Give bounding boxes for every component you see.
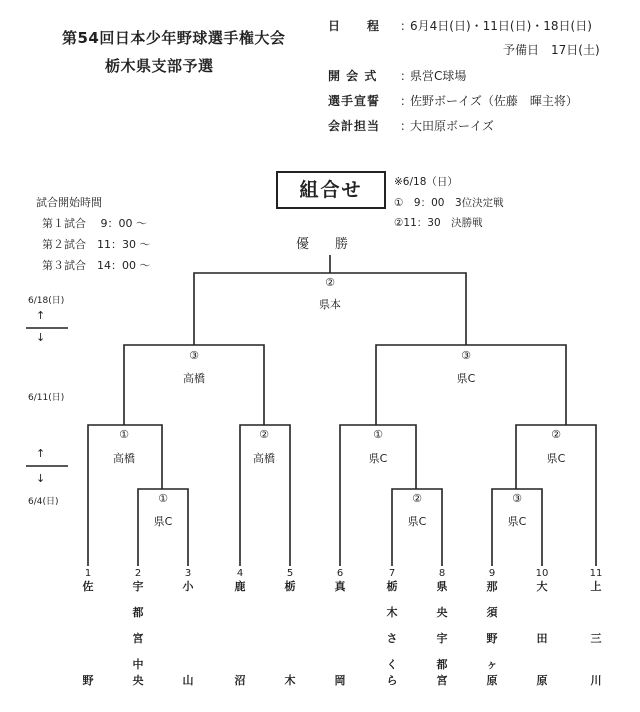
team-name-char: 大 (536, 580, 548, 593)
team-name-char: 原 (536, 674, 548, 687)
title-line-1: 第54回日本少年野球選手権大会 (62, 29, 286, 47)
r1c-venue: 県C (507, 515, 527, 528)
final-venue: 県本 (319, 298, 341, 311)
start-time-1: 第１試合 9：00 〜 (42, 217, 147, 230)
qf4-venue: 県C (546, 452, 566, 465)
info-colon: ： (400, 119, 413, 133)
team-name-char: 宇 (132, 580, 144, 593)
team-name-char: 栃 (386, 580, 398, 593)
qf1-number: ① (119, 428, 129, 441)
team-name-char: 鹿 (234, 580, 246, 593)
qf2-number: ② (259, 428, 269, 441)
qf4-number: ② (551, 428, 561, 441)
qf3-venue: 県C (368, 452, 388, 465)
start-time-3: 第３試合 14：00 〜 (42, 259, 151, 272)
team-name-char: 川 (590, 674, 602, 687)
info-value: 佐野ボーイズ（佐藤 暉主将） (410, 94, 578, 108)
team-name-char: 央 (436, 606, 448, 619)
final-note-third-place: ① 9：00 3位決定戦 (394, 197, 504, 209)
team-name-char: 佐 (82, 580, 94, 593)
info-colon: ： (400, 19, 413, 33)
team-name-char: 真 (334, 580, 346, 593)
team-number: 10 (535, 568, 549, 579)
team-name-char: 野 (486, 632, 498, 645)
date-first-round: 6/4(日) (28, 497, 59, 507)
r1b-venue: 県C (407, 515, 427, 528)
team-name-char: 那 (486, 580, 498, 593)
team-number: 5 (286, 568, 294, 579)
team-name-char: 田 (536, 632, 548, 645)
team-name-char: 県 (436, 580, 448, 593)
team-name-char: さ (386, 632, 398, 645)
date-final: 6/18(日) (28, 296, 65, 306)
team-number: 7 (388, 568, 396, 579)
info-value: 6月4日(日)・11日(日)・18日(日) (410, 19, 592, 33)
semi-left-number: ③ (189, 349, 199, 362)
team-name-char: ヶ (486, 658, 498, 671)
team-name-char: 上 (590, 580, 602, 593)
arrow-up-icon: ↑ (36, 447, 46, 460)
team-number: 1 (84, 568, 92, 579)
semi-left-venue: 高橋 (183, 372, 205, 385)
info-value: 県営C球場 (410, 69, 467, 83)
qf1-venue: 高橋 (113, 452, 135, 465)
info-label: 会計担当 (328, 119, 381, 133)
team-number: 3 (184, 568, 192, 579)
reserve-day: 予備日 17日(土) (503, 43, 600, 57)
r1a-number: ① (158, 492, 168, 505)
title-line-2: 栃木県支部予選 (105, 57, 214, 75)
r1b-number: ② (412, 492, 422, 505)
team-name-char: 木 (284, 674, 296, 687)
info-label: 開 会 式 (328, 69, 378, 83)
team-name-char: く (386, 658, 398, 671)
final-note-final: ②11：30 決勝戦 (394, 217, 483, 229)
info-label: 日 程 (328, 19, 381, 33)
qf3-number: ① (373, 428, 383, 441)
semi-right-number: ③ (461, 349, 471, 362)
team-number: 9 (488, 568, 496, 579)
info-value: 大田原ボーイズ (410, 119, 494, 133)
team-name-char: 野 (82, 674, 94, 687)
qf2-bracket (240, 425, 290, 566)
team-name-char: 栃 (284, 580, 296, 593)
r1c-number: ③ (512, 492, 522, 505)
date-semifinal: 6/11(日) (28, 393, 65, 403)
team-name-char: 木 (386, 606, 398, 619)
team-number: 4 (236, 568, 244, 579)
team-name-char: 原 (486, 674, 498, 687)
final-note-date: ※6/18（日） (394, 176, 458, 188)
team-name-char: ら (386, 674, 398, 687)
team-name-char: 都 (132, 606, 144, 619)
team-name-char: 都 (436, 658, 448, 671)
team-number: 6 (336, 568, 344, 579)
team-number: 2 (134, 568, 142, 579)
final-match-number: ② (325, 276, 335, 289)
bracket-title-box: 組合せ (276, 171, 386, 209)
info-colon: ： (400, 94, 413, 108)
team-name-char: 央 (132, 674, 144, 687)
info-colon: ： (400, 69, 413, 83)
info-label: 選手宣誓 (328, 94, 381, 108)
team-name-char: 山 (182, 674, 194, 687)
arrow-up-icon: ↑ (36, 309, 46, 322)
semi-right-venue: 県C (456, 372, 476, 385)
team-number: 8 (438, 568, 446, 579)
qf2-venue: 高橋 (253, 452, 275, 465)
team-name-char: 三 (590, 632, 602, 645)
team-number: 11 (589, 568, 603, 579)
team-name-char: 岡 (334, 674, 346, 687)
champion-label: 優 勝 (296, 237, 349, 252)
r1a-venue: 県C (153, 515, 173, 528)
team-name-char: 宇 (436, 632, 448, 645)
team-name-char: 宮 (436, 674, 448, 687)
team-name-char: 須 (486, 606, 498, 619)
arrow-down-icon: ↓ (36, 331, 46, 344)
team-name-char: 宮 (132, 632, 144, 645)
start-time-2: 第２試合 11：30 〜 (42, 238, 151, 251)
arrow-down-icon: ↓ (36, 472, 46, 485)
team-name-char: 小 (182, 580, 194, 593)
team-name-char: 沼 (234, 674, 246, 687)
team-name-char: 中 (132, 658, 144, 671)
start-times-title: 試合開始時間 (36, 196, 102, 209)
